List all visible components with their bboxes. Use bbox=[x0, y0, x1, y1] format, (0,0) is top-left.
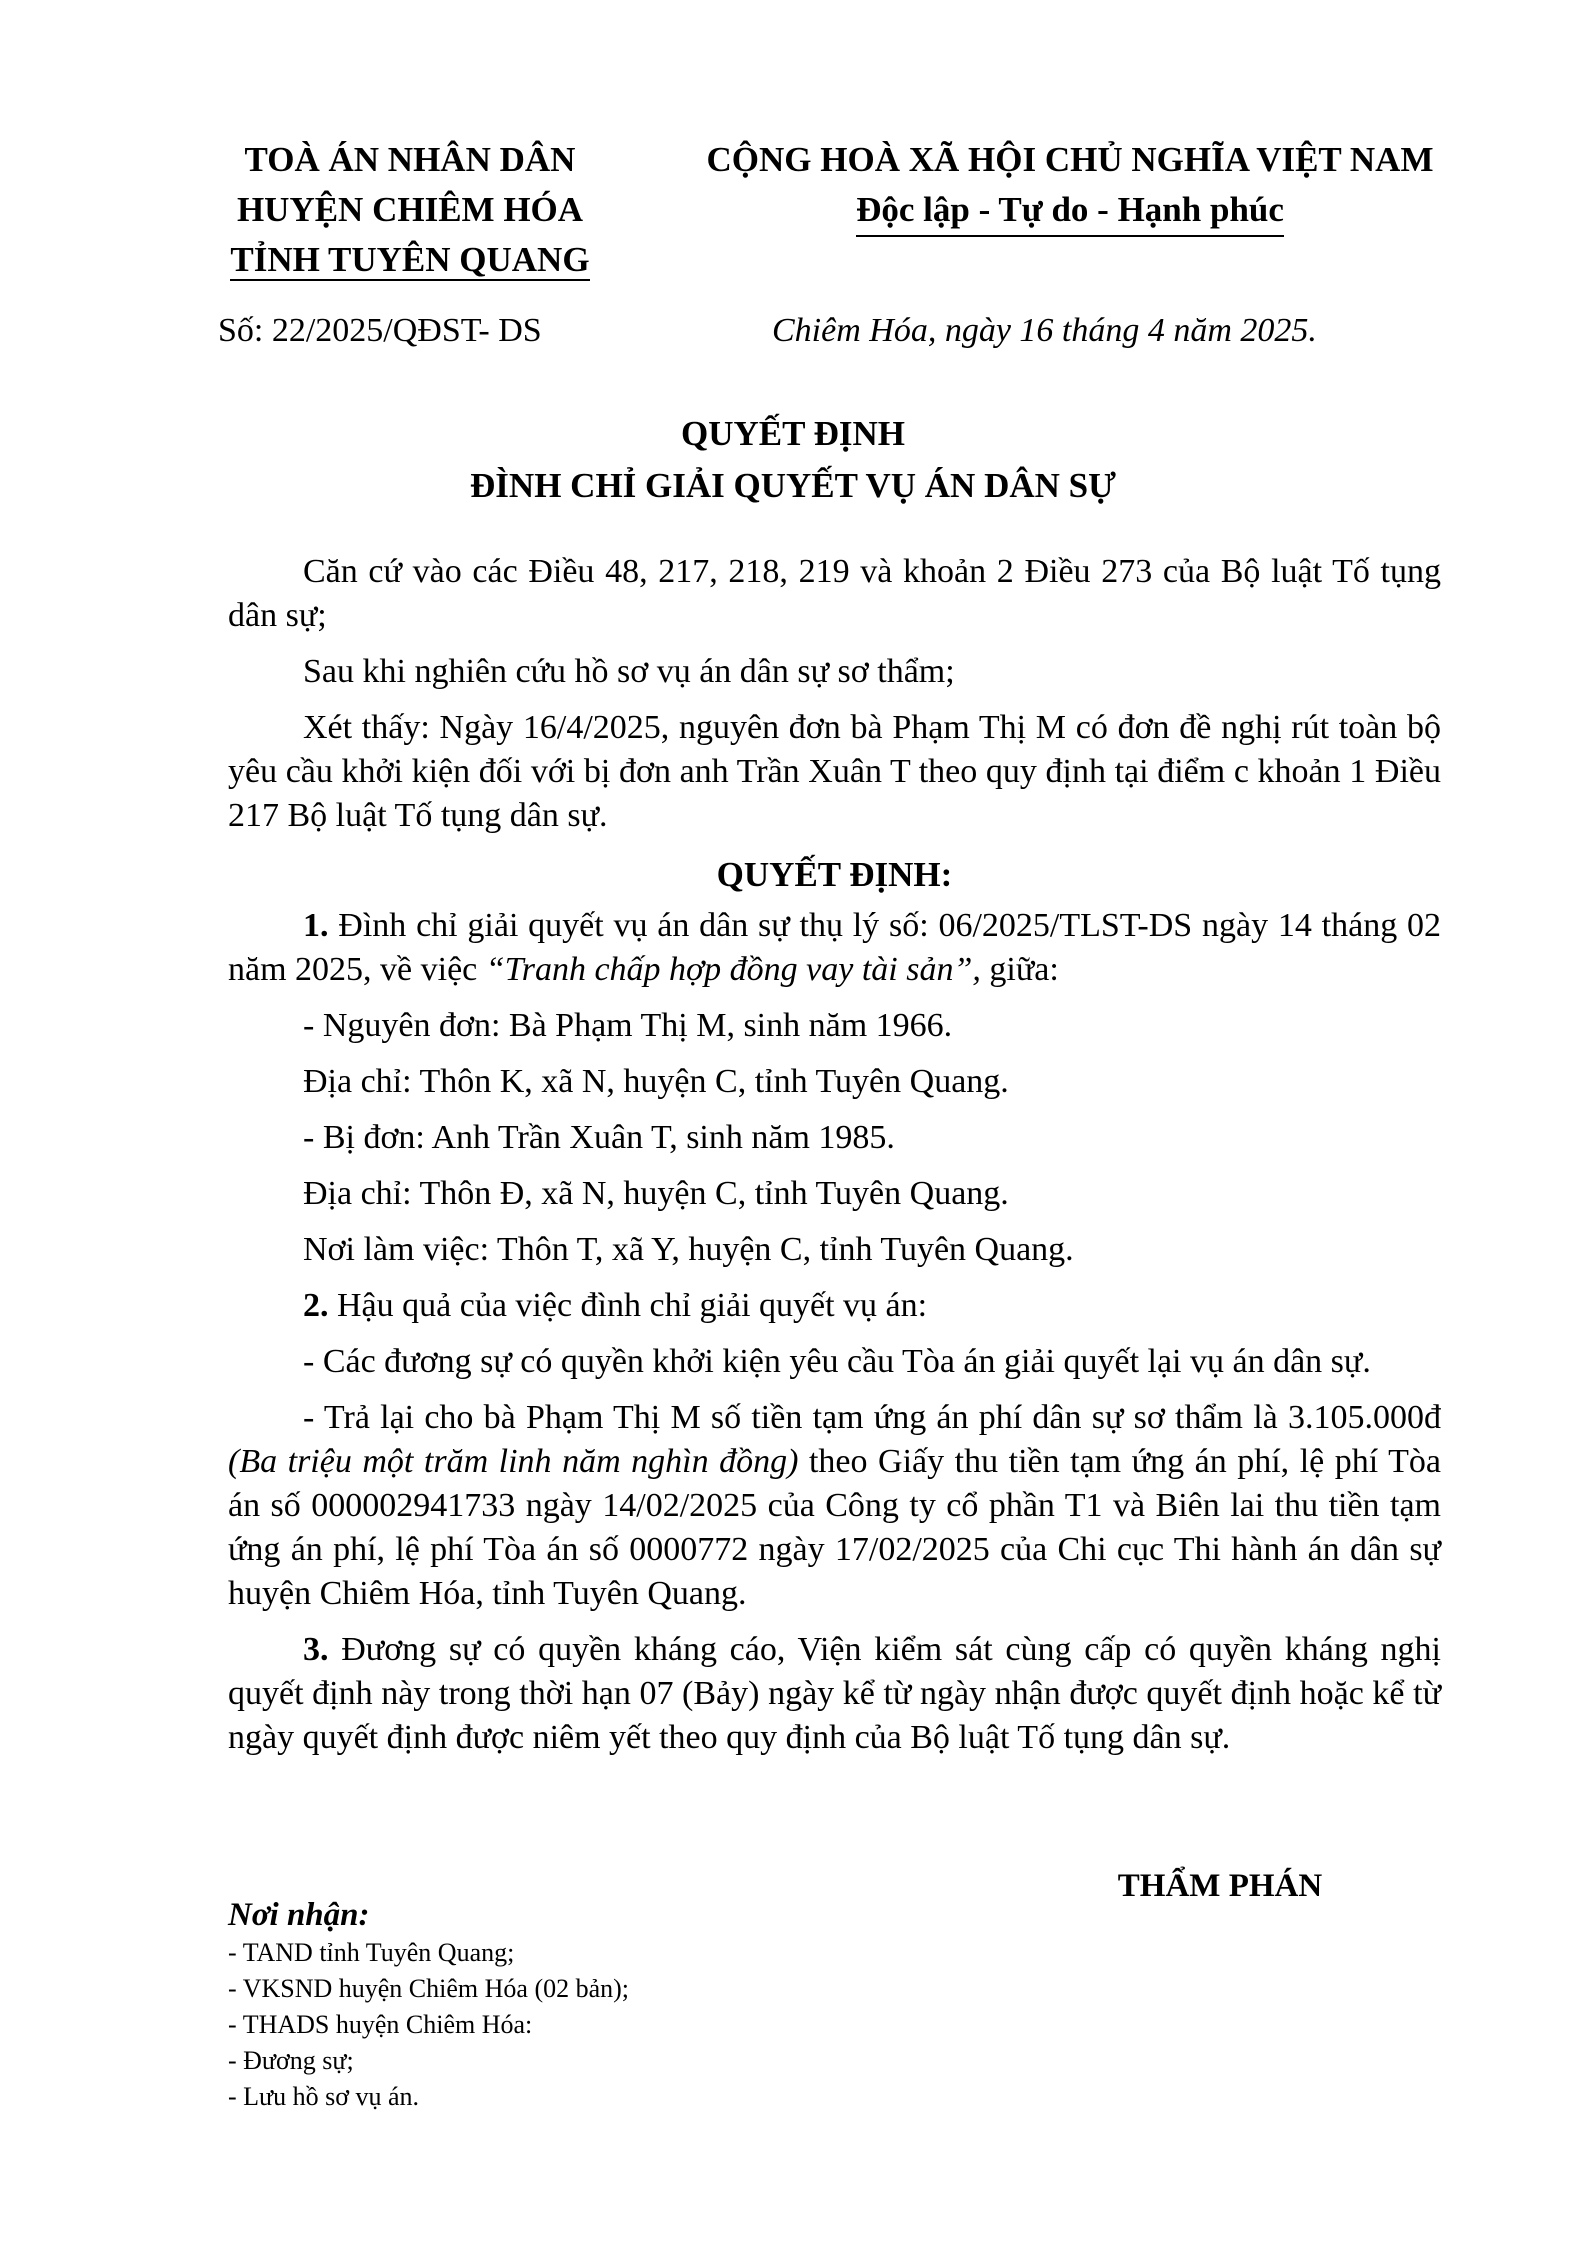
preamble-review: Sau khi nghiên cứu hồ sơ vụ án dân sự sơ thẩm; bbox=[303, 653, 955, 690]
plaintiff: - Nguyên đơn: Bà Phạm Thị M, sinh năm 1966. bbox=[303, 1007, 953, 1044]
consequence-refund bbox=[228, 1396, 1441, 1616]
defendant-workplace: Nơi làm việc: Thôn T, xã Y, huyện C, tỉnh Tuyên Quang. bbox=[303, 1231, 1074, 1268]
refund-amount-words: (Ba triệu một trăm linh năm nghìn đồng) bbox=[228, 1443, 799, 1480]
place-date: Chiêm Hóa, ngày 16 tháng 4 năm 2025. bbox=[772, 312, 1317, 349]
defendant: - Bị đơn: Anh Trần Xuân T, sinh năm 1985. bbox=[303, 1119, 895, 1156]
plaintiff-address: Địa chỉ: Thôn K, xã N, huyện C, tỉnh Tuyên Quang. bbox=[303, 1063, 1009, 1100]
decision-heading: QUYẾT ĐỊNH: bbox=[716, 855, 953, 894]
item-2-number: 2. bbox=[303, 1287, 329, 1324]
court-header bbox=[200, 135, 620, 285]
case-name: “Tranh chấp hợp đồng vay tài sản”, bbox=[485, 951, 981, 988]
recipient-item: - VKSND huyện Chiêm Hóa (02 bản); bbox=[228, 1974, 630, 2003]
item-3-text: Đương sự có quyền kháng cáo, Viện kiểm sát cùng cấp có quyền kháng nghị quyết định này trong thời hạn 07 (Bảy) ngày kể từ ngày nhận được quyết định hoặc kể từ ngày quyết định được niêm yết theo quy định của Bộ luật Tố tụng dân sự. bbox=[228, 1631, 1441, 1756]
court-line-3: TỈNH TUYÊN QUANG bbox=[230, 240, 590, 279]
recipient-item: - Đương sự; bbox=[228, 2046, 354, 2075]
decision-item-1 bbox=[228, 904, 1441, 992]
judge-signature-title: THẨM PHÁN bbox=[1117, 1868, 1323, 1904]
nation-header bbox=[680, 135, 1460, 235]
decision-item-3 bbox=[228, 1628, 1441, 1760]
title-line-2: ĐÌNH CHỈ GIẢI QUYẾT VỤ ÁN DÂN SỰ bbox=[470, 466, 1116, 505]
doc-number: Số: 22/2025/QĐST- DS bbox=[218, 312, 542, 349]
item-2-text: Hậu quả của việc đình chỉ giải quyết vụ án: bbox=[328, 1287, 928, 1324]
nation-line: CỘNG HOÀ XÃ HỘI CHỦ NGHĨA VIỆT NAM bbox=[706, 140, 1434, 179]
item-1-number: 1. bbox=[303, 907, 329, 944]
refund-text-end: theo Giấy thu tiền tạm ứng án phí, lệ phí Tòa án số 000002941733 ngày 14/02/2025 của Công ty cổ phần T1 và Biên lai thu tiền tạm ứng án phí, lệ phí Tòa án số 0000772 ngày 17/02/2025 của Chi cục Thi hành án dân sự huyện Chiêm Hóa, tỉnh Tuyên Quang. bbox=[228, 1443, 1441, 1612]
recipient-item: - Lưu hồ sơ vụ án. bbox=[228, 2082, 420, 2111]
refund-text: - Trả lại cho bà Phạm Thị M số tiền tạm ứng án phí dân sự sơ thẩm là 3.105.000đ bbox=[303, 1399, 1441, 1436]
recipients-block bbox=[228, 1895, 629, 2115]
document-body bbox=[228, 550, 1441, 1760]
decision-item-2 bbox=[228, 1284, 1441, 1328]
recipient-item: - TAND tỉnh Tuyên Quang; bbox=[228, 1938, 515, 1967]
item-1-text-end: giữa: bbox=[980, 951, 1059, 988]
consequence-refile: - Các đương sự có quyền khởi kiện yêu cầu Tòa án giải quyết lại vụ án dân sự. bbox=[303, 1343, 1371, 1380]
preamble-consideration: Xét thấy: Ngày 16/4/2025, nguyên đơn bà Phạm Thị M có đơn đề nghị rút toàn bộ yêu cầu khởi kiện đối với bị đơn anh Trần Xuân T theo quy định tại điểm c khoản 1 Điều 217 Bộ luật Tố tụng dân sự. bbox=[228, 709, 1441, 834]
court-line-2: HUYỆN CHIÊM HÓA bbox=[236, 190, 584, 229]
title-line-1: QUYẾT ĐỊNH bbox=[681, 414, 905, 453]
court-line-1: TOÀ ÁN NHÂN DÂN bbox=[244, 140, 576, 179]
document-title bbox=[0, 408, 1586, 512]
recipient-item: - THADS huyện Chiêm Hóa: bbox=[228, 2010, 533, 2039]
recipients-title: Nơi nhận: bbox=[228, 1897, 370, 1933]
motto-line: Độc lập - Tự do - Hạnh phúc bbox=[680, 185, 1460, 235]
item-3-number: 3. bbox=[303, 1631, 329, 1668]
defendant-address: Địa chỉ: Thôn Đ, xã N, huyện C, tỉnh Tuyên Quang. bbox=[303, 1175, 1009, 1212]
preamble-legal-basis: Căn cứ vào các Điều 48, 217, 218, 219 và khoản 2 Điều 273 của Bộ luật Tố tụng dân sự; bbox=[228, 553, 1441, 634]
item-1-text: Đình chỉ giải quyết vụ án dân sự thụ lý số: 06/2025/TLST-DS ngày 14 tháng 02 năm 2025, về việc bbox=[228, 907, 1441, 988]
